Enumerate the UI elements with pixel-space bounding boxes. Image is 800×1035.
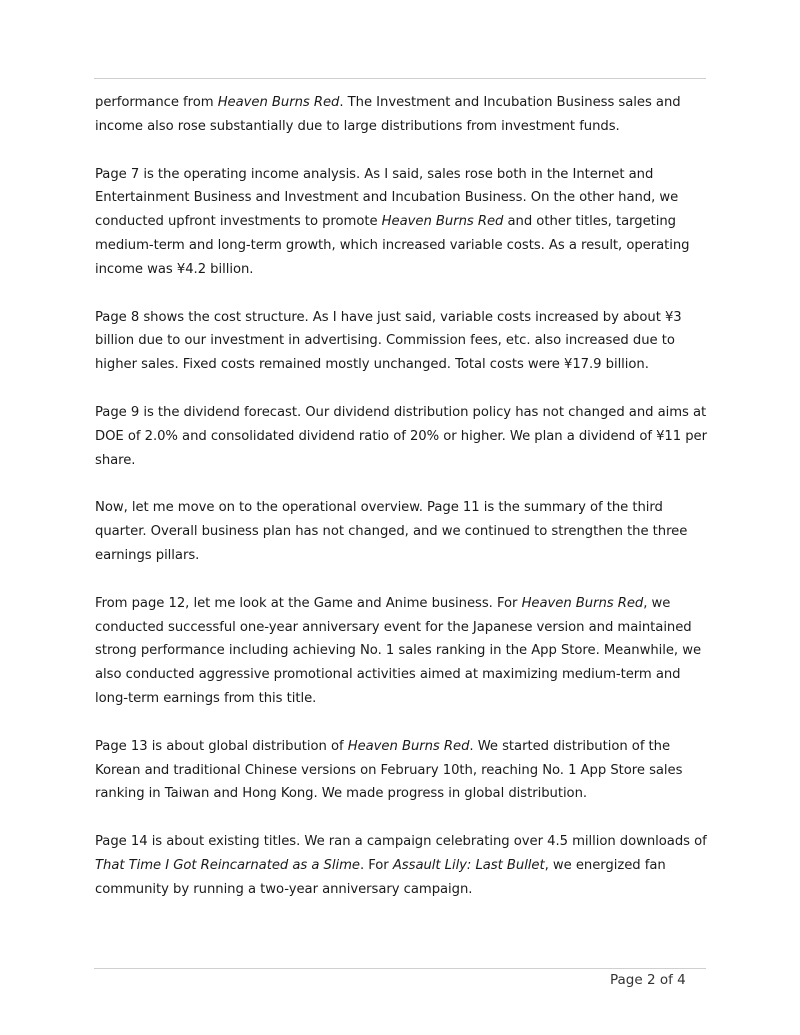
paragraph: [95, 401, 715, 472]
page-number: Page 2 of 4: [610, 972, 686, 988]
footer-divider: [94, 968, 706, 969]
paragraph: [95, 735, 715, 806]
text-run: Page 8 shows the cost structure. As I have just said, variable costs increased by about ¥3 billion due to our investment in advertising. Commission fees, etc. also increased due to higher sales. Fixed costs remained mostly unchanged. Total costs were ¥17.9 billion.: [95, 309, 682, 373]
text-run: Page 14 is about existing titles. We ran a campaign celebrating over 4.5 million downloads of: [95, 834, 707, 850]
text-run: , we energized fan community by running a two-year anniversary campaign.: [95, 857, 666, 897]
text-run: Now, let me move on to the operational overview. Page 11 is the summary of the third quarter. Overall business plan has not changed, and we continued to strengthen the three earnings pillars.: [95, 500, 688, 563]
italic-title: Heaven Burns Red: [521, 595, 644, 611]
italic-title: Heaven Burns Red: [347, 738, 470, 754]
paragraph: [95, 496, 715, 567]
italic-title: That Time I Got Reincarnated as a Slime: [95, 857, 360, 873]
text-run: . We started distribution of the Korean and traditional Chinese versions on February 10th, reaching No. 1 App Store sales ranking in Taiwan and Hong Kong. We made progress in global distribution.: [95, 738, 683, 802]
paragraph: [95, 163, 715, 282]
paragraph: [95, 306, 715, 377]
paragraph: [95, 592, 715, 711]
paragraph: [95, 830, 715, 901]
text-run: . For: [359, 857, 393, 873]
text-run: Page 7 is the operating income analysis. As I said, sales rose both in the Internet and Entertainment Business and Investment and Incubation Business. On the other hand, we conducted upfront investments to promote: [95, 166, 679, 230]
italic-title: Heaven Burns Red: [381, 214, 504, 230]
header-divider: [94, 78, 706, 79]
italic-title: Heaven Burns Red: [217, 95, 340, 110]
italic-title: Assault Lily: Last Bullet: [392, 857, 545, 873]
text-run: performance from: [95, 95, 218, 110]
text-run: From page 12, let me look at the Game and Anime business. For: [95, 595, 522, 611]
text-run: . The Investment and Incubation Business sales and income also rose substantially due to large distributions from investment funds.: [95, 95, 681, 134]
document-body: [95, 91, 715, 926]
text-run: Page 13 is about global distribution of: [95, 738, 348, 754]
text-run: , we conducted successful one-year anniversary event for the Japanese version and maintained strong performance including achieving No. 1 sales ranking in the App Store. Meanwhile, we also conducted aggressive promotional activities aimed at maximizing medium-term and long-term earnings from this title.: [95, 595, 702, 706]
text-run: and other titles, targeting medium-term and long-term growth, which increased variable costs. As a result, operating income was ¥4.2 billion.: [95, 214, 690, 277]
text-run: Page 9 is the dividend forecast. Our dividend distribution policy has not changed and aims at DOE of 2.0% and consolidated dividend ratio of 20% or higher. We plan a dividend of ¥11 per share.: [95, 404, 707, 468]
paragraph: [95, 91, 715, 139]
